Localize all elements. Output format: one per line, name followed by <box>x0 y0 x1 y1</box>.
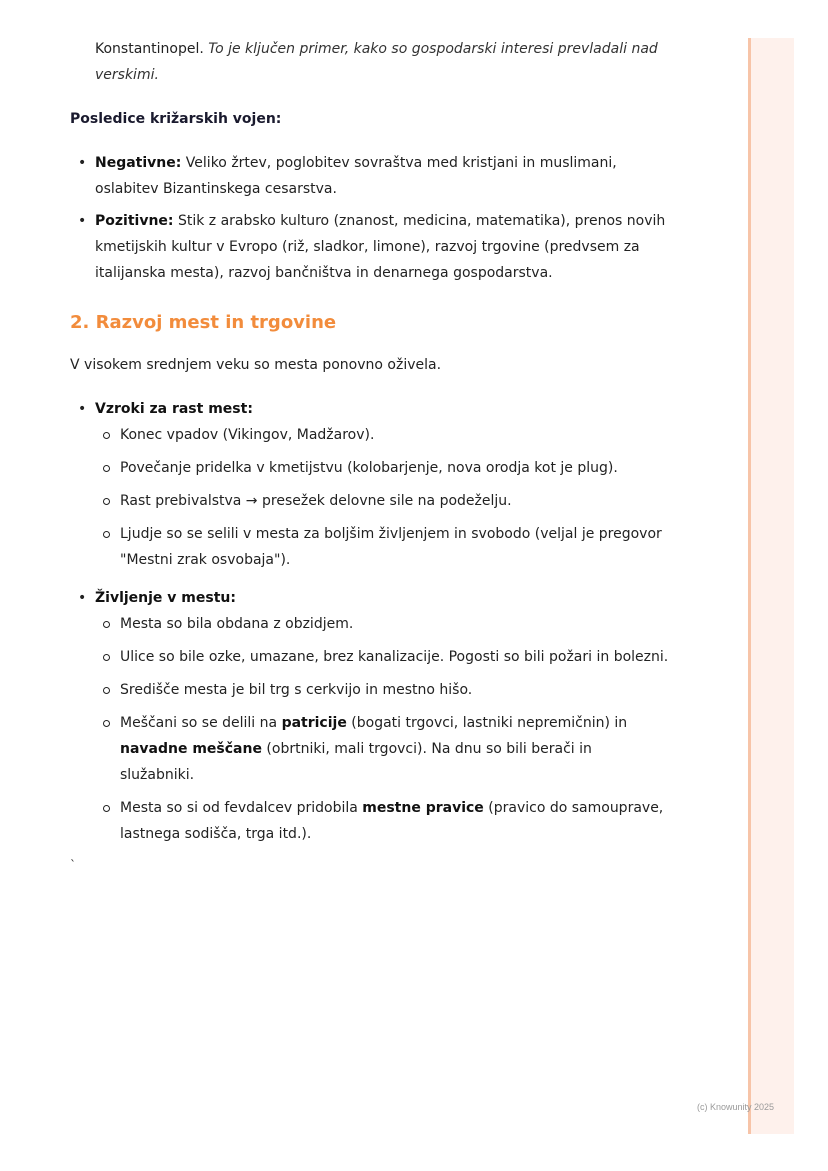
causes-sublist <box>95 422 670 573</box>
bold-term: mestne pravice <box>362 800 484 816</box>
continuation-paragraph <box>95 36 670 88</box>
sub-list-item: Ljudje so se selili v mesta za boljšim življenjem in svobodo (veljal je pregovor "Mestni zrak osvobaja"). <box>95 521 670 573</box>
sub-list-item: Središče mesta je bil trg s cerkvijo in mestno hišo. <box>95 677 670 703</box>
text-run: (bogati trgovci, lastniki nepremičnin) in <box>346 715 628 731</box>
sub-list-item: Konec vpadov (Vikingov, Madžarov). <box>95 422 670 448</box>
item-text: Stik z arabsko kulturo (znanost, medicina, matematika), prenos novih kmetijskih kultur v Evropo (riž, sladkor, limone), razvoj trgovine (predvsem za italijanska mesta), razvoj bančništva in denarnega gospodarstva. <box>95 213 666 281</box>
sub-list-item: Mesta so bila obdana z obzidjem. <box>95 611 670 637</box>
list-item <box>70 150 670 202</box>
item-text: Veliko žrtev, poglobitev sovraštva med kristjani in muslimani, oslabitev Bizantinskega cesarstva. <box>95 155 617 197</box>
sub-list-item: Ulice so bile ozke, umazane, brez kanalizacije. Pogosti so bili požari in bolezni. <box>95 644 670 670</box>
text-run: (pravico do samouprave, lastnega sodišča, trga itd.). <box>120 800 664 842</box>
section-list <box>70 396 670 847</box>
text-run: (obrtniki, mali trgovci). Na dnu so bili berači in služabniki. <box>120 741 592 783</box>
stray-mark: ` <box>70 858 76 872</box>
sub-list-item: Rast prebivalstva → presežek delovne sile na podeželju. <box>95 488 670 514</box>
document-page <box>70 36 670 854</box>
life-sublist <box>95 611 670 847</box>
sub-list-item <box>95 795 670 847</box>
continuation-italic: To je ključen primer, kako so gospodarski interesi prevladali nad verskimi. <box>95 41 658 83</box>
bold-term: patricije <box>281 715 347 731</box>
item-label: Pozitivne: <box>95 213 174 229</box>
sub-list-item: Povečanje pridelka v kmetijstvu (kolobarjenje, nova orodja kot je plug). <box>95 455 670 481</box>
consequences-heading: Posledice križarskih vojen: <box>70 111 282 127</box>
list-item-life <box>70 585 670 847</box>
section-intro: V visokem srednjem veku so mesta ponovno oživela. <box>70 357 442 373</box>
sub-list-item <box>95 710 670 788</box>
life-heading: Življenje v mestu: <box>95 590 236 606</box>
item-label: Negativne: <box>95 155 182 171</box>
list-item-causes <box>70 396 670 573</box>
text-run: Mesta so si od fevdalcev pridobila <box>120 800 363 816</box>
copyright-footer: (c) Knowunity 2025 <box>697 1102 775 1112</box>
bold-term: navadne meščane <box>120 741 262 757</box>
consequences-list <box>70 150 670 286</box>
side-decor-strip <box>748 38 794 1134</box>
continuation-plain: Konstantinopel. <box>95 41 209 57</box>
section-title: 2. Razvoj mest in trgovine <box>70 312 337 333</box>
causes-heading: Vzroki za rast mest: <box>95 401 253 417</box>
list-item <box>70 208 670 286</box>
text-run: Meščani so se delili na <box>120 715 282 731</box>
